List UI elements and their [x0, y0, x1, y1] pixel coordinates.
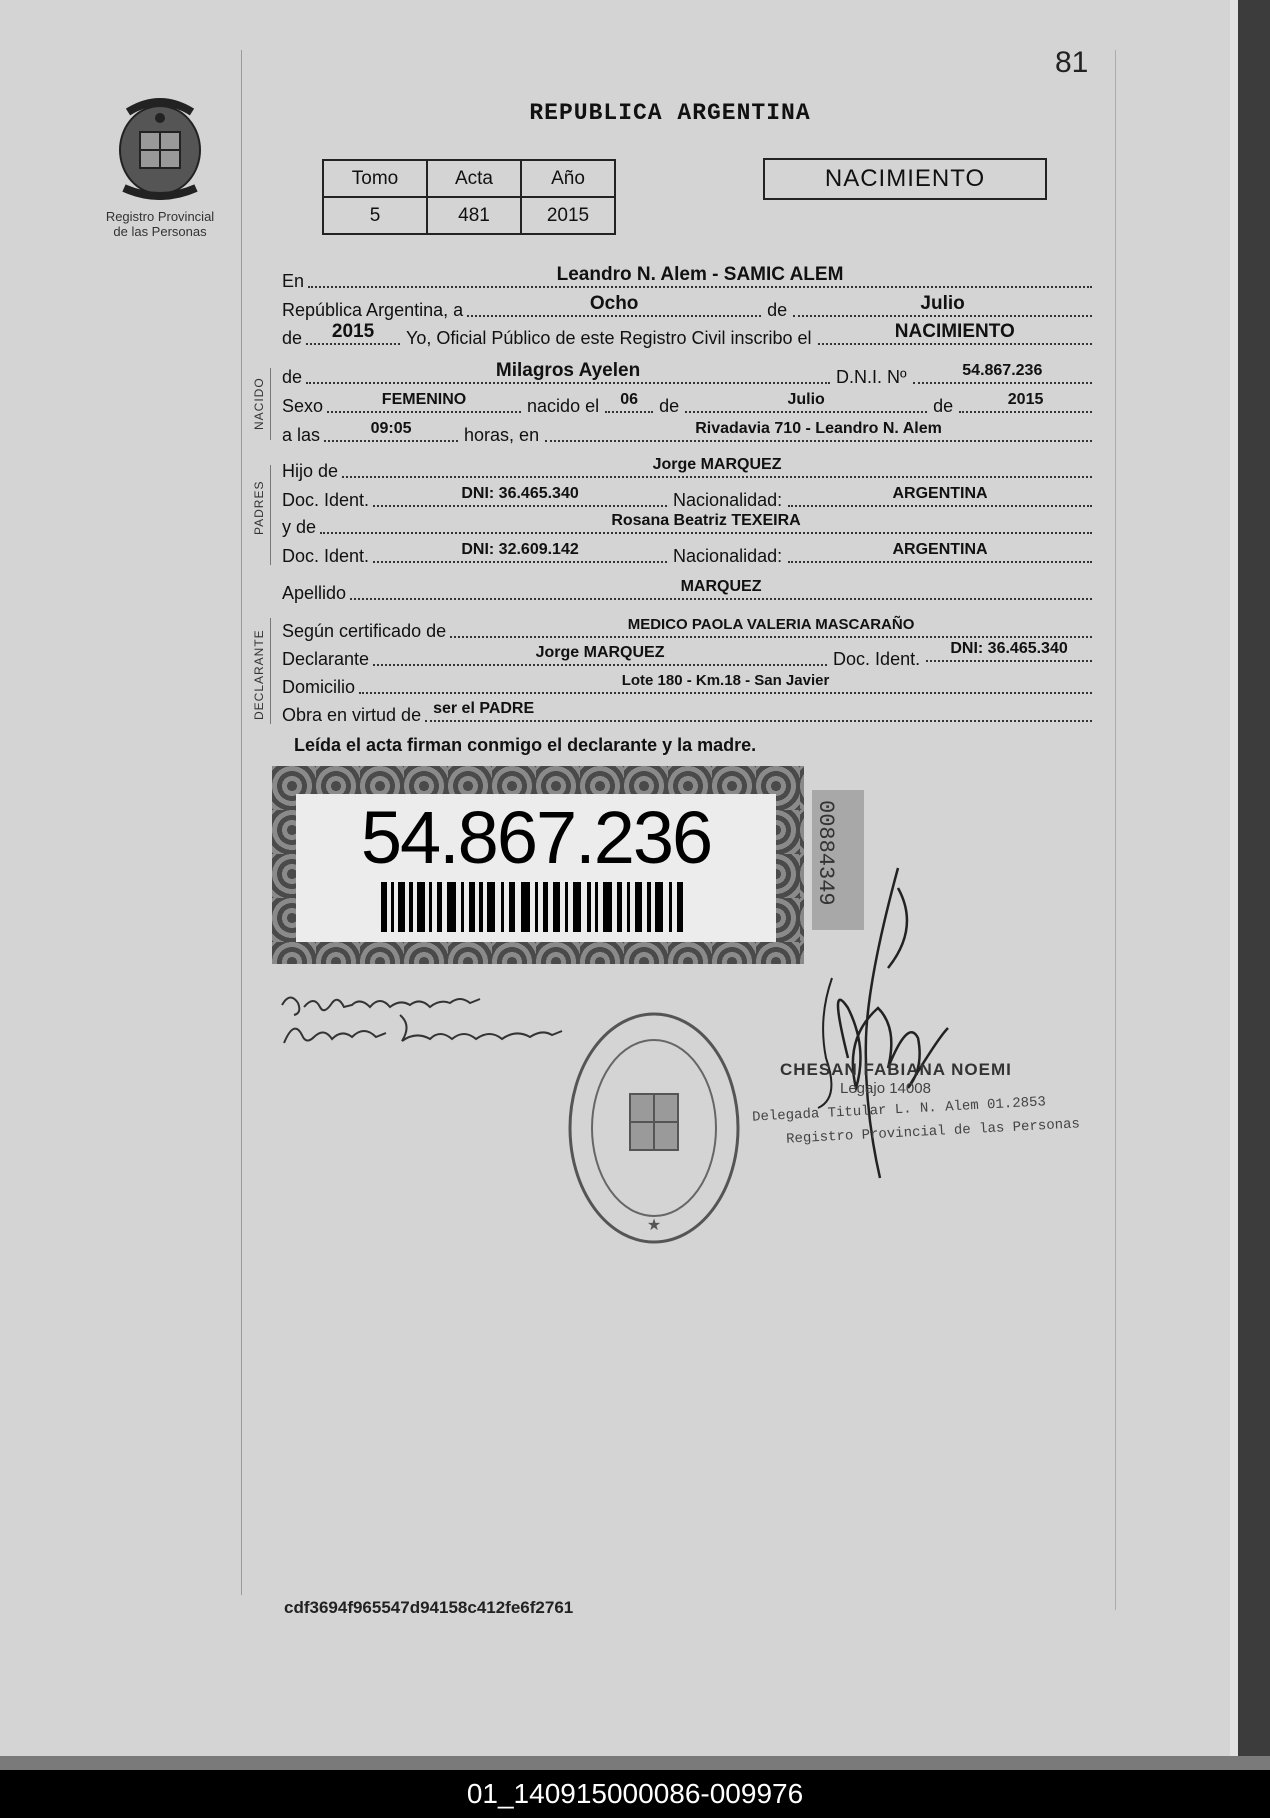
value-father-nationality: ARGENTINA: [788, 483, 1092, 507]
dni-barcode-sticker: [272, 766, 804, 964]
header-acta: Acta: [427, 160, 521, 197]
label-doc-ident-declarant: Doc. Ident.: [833, 649, 921, 669]
logo-caption-line1: Registro Provincial: [105, 209, 215, 224]
label-de-birth-year: de: [933, 396, 954, 416]
page-number: 81: [1055, 46, 1089, 79]
label-hijo-de: Hijo de: [282, 461, 339, 481]
logo-caption: [100, 209, 220, 239]
barcode-icon: [381, 882, 691, 932]
reference-table: [322, 159, 616, 235]
row-father-doc: [282, 487, 1092, 511]
label-horas-en: horas, en: [464, 425, 540, 445]
registry-logo: [100, 92, 220, 239]
reference-table-header: [323, 160, 615, 197]
bottom-page-strip: [0, 1756, 1270, 1770]
row-time: [282, 422, 1092, 446]
official-office: Registro Provincial de las Personas: [785, 1116, 1081, 1148]
header-ano: Año: [521, 160, 615, 197]
row-sex: [282, 393, 1092, 417]
label-nacionalidad-father: Nacionalidad:: [673, 490, 783, 510]
value-ano: 2015: [521, 197, 615, 234]
row-acting: [282, 702, 1092, 726]
value-acta: 481: [427, 197, 521, 234]
value-sex: FEMENINO: [327, 389, 521, 413]
label-de-year: de: [282, 328, 303, 348]
value-surname: MARQUEZ: [350, 576, 1092, 600]
file-id-footer: 01_140915000086-009976: [0, 1770, 1270, 1818]
official-legajo: Legajo 14008: [840, 1080, 931, 1097]
value-event: NACIMIENTO: [818, 321, 1092, 345]
label-declarante: Declarante: [282, 649, 370, 669]
registry-seal: [564, 1008, 744, 1248]
page-edge-shadow: [1238, 0, 1270, 1768]
header-tomo: Tomo: [323, 160, 427, 197]
declarant-signatures: [280, 985, 600, 1055]
value-acting: ser el PADRE: [425, 698, 1092, 722]
logo-caption-line2: de las Personas: [113, 224, 207, 239]
value-birth-day: 06: [605, 389, 653, 413]
value-birth-place: Rivadavia 710 - Leandro N. Alem: [545, 418, 1092, 442]
right-margin-rule: [1115, 50, 1116, 1610]
value-birth-year: 2015: [959, 389, 1092, 413]
page-edge-highlight: [1230, 0, 1238, 1768]
nacido-rule: [270, 368, 271, 440]
reference-table-values: [323, 197, 615, 234]
row-registrar: [282, 321, 1092, 349]
official-name: CHESAN FABIANA NOEMI: [780, 1060, 1012, 1079]
left-margin-rule: [241, 50, 242, 1595]
value-mother-nationality: ARGENTINA: [788, 539, 1092, 563]
record-type-box: NACIMIENTO: [763, 158, 1047, 200]
value-dni: 54.867.236: [913, 360, 1092, 384]
row-declarant: [282, 640, 1092, 670]
side-label-padres: PADRES: [252, 480, 266, 535]
label-doc-ident-mother: Doc. Ident.: [282, 546, 370, 566]
value-father-doc: DNI: 36.465.340: [373, 483, 667, 507]
label-dni: D.N.I. Nº: [836, 367, 907, 387]
label-nacido-el: nacido el: [527, 396, 600, 416]
row-surname: [282, 580, 1092, 604]
document-hash: cdf3694f965547d94158c412fe6f2761: [284, 1598, 574, 1617]
label-y-de: y de: [282, 517, 317, 537]
label-obra-en-virtud: Obra en virtud de: [282, 705, 422, 725]
barcode-number: 54.867.236: [360, 796, 712, 879]
reading-statement: Leída el acta firman conmigo el declarante y la madre.: [294, 735, 757, 755]
barcode-label: [296, 794, 776, 942]
row-mother-doc: [282, 543, 1092, 567]
coat-of-arms-icon: [110, 92, 210, 200]
value-day-words: Ocho: [467, 293, 761, 317]
svg-text:★: ★: [646, 1215, 662, 1234]
label-sexo: Sexo: [282, 396, 324, 416]
value-place: Leandro N. Alem - SAMIC ALEM: [308, 264, 1092, 288]
row-name: [282, 360, 1092, 388]
label-a-las: a las: [282, 425, 321, 445]
value-birth-month: Julio: [685, 389, 927, 413]
row-address: [282, 674, 1092, 698]
document-title: REPUBLICA ARGENTINA: [529, 100, 811, 126]
value-declarant-doc: DNI: 36.465.340: [926, 638, 1092, 662]
value-mother: Rosana Beatriz TEXEIRA: [320, 510, 1092, 534]
value-declarant: Jorge MARQUEZ: [373, 642, 827, 666]
registrar-text: Yo, Oficial Público de este Registro Civil inscribo el: [406, 328, 812, 348]
serial-number: 00884349: [813, 800, 838, 906]
label-de: de: [767, 300, 788, 320]
value-certificate: MEDICO PAOLA VALERIA MASCARAÑO: [450, 614, 1092, 638]
official-role: Delegada Titular L. N. Alem 01.2853: [751, 1094, 1047, 1126]
label-apellido: Apellido: [282, 583, 347, 603]
value-father: Jorge MARQUEZ: [342, 454, 1092, 478]
row-place: [282, 264, 1092, 292]
label-en: En: [282, 271, 305, 291]
label-doc-ident-father: Doc. Ident.: [282, 490, 370, 510]
side-label-declarante: DECLARANTE: [252, 629, 266, 720]
row-father: [282, 458, 1092, 482]
value-month: Julio: [793, 293, 1092, 317]
label-nacionalidad-mother: Nacionalidad:: [673, 546, 783, 566]
label-republica: República Argentina, a: [282, 300, 464, 320]
declarante-rule: [270, 618, 271, 724]
label-de-name: de: [282, 367, 303, 387]
value-address: Lote 180 - Km.18 - San Javier: [359, 670, 1092, 694]
value-tomo: 5: [323, 197, 427, 234]
row-mother: [282, 514, 1092, 538]
padres-rule: [270, 465, 271, 565]
value-year: 2015: [306, 321, 400, 345]
label-segun-certificado: Según certificado de: [282, 621, 447, 641]
row-date: [282, 293, 1092, 321]
label-domicilio: Domicilio: [282, 677, 356, 697]
side-label-nacido: NACIDO: [252, 377, 266, 430]
value-mother-doc: DNI: 32.609.142: [373, 539, 667, 563]
value-name: Milagros Ayelen: [306, 360, 830, 384]
label-de-month: de: [659, 396, 680, 416]
value-time: 09:05: [324, 418, 458, 442]
